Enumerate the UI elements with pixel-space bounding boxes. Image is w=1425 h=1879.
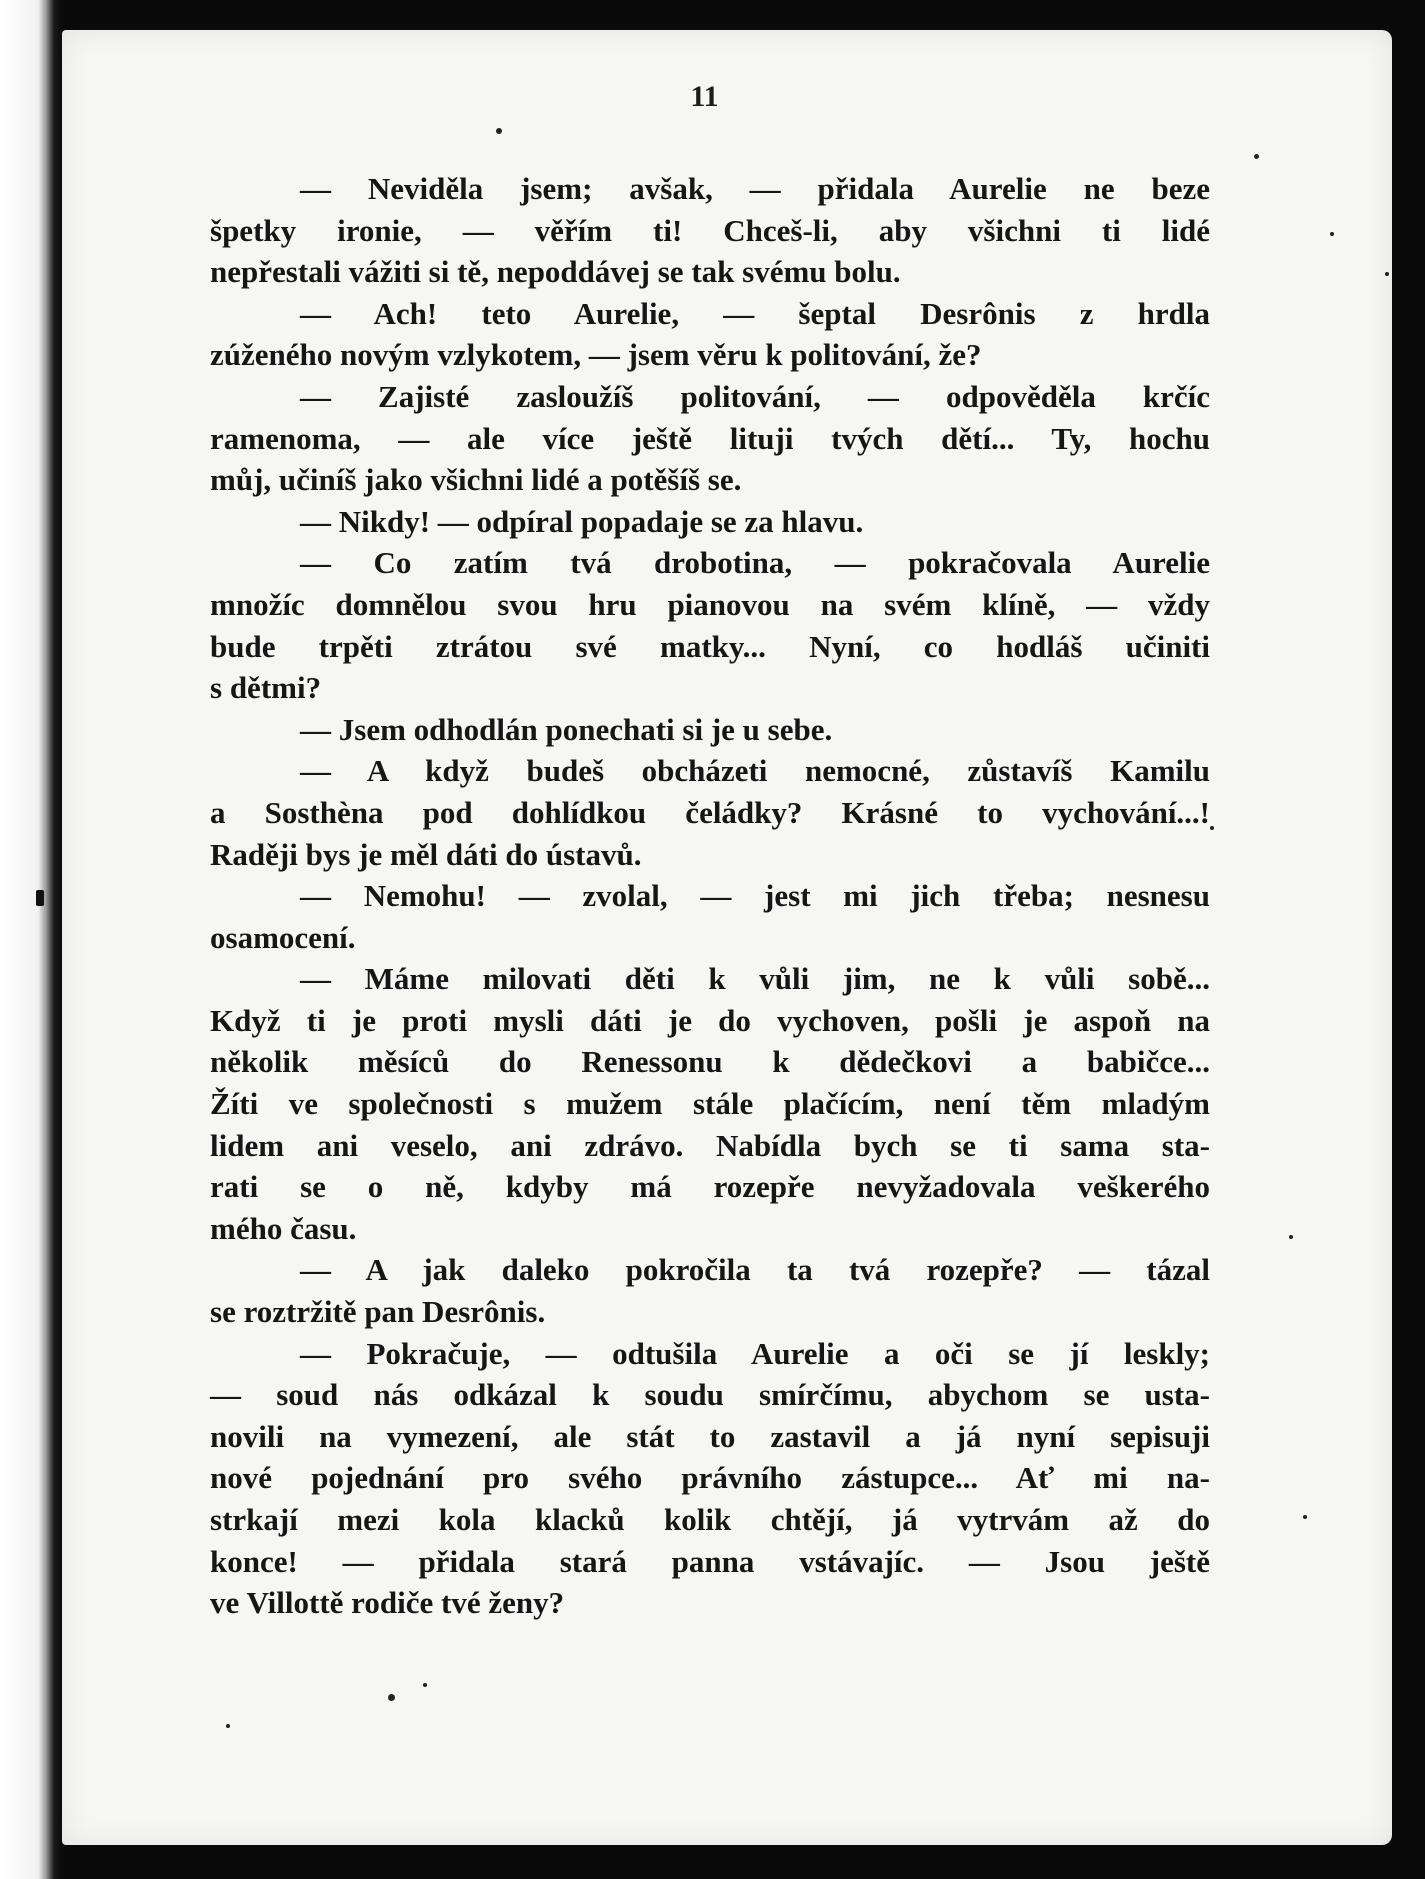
text-line: — A když budeš obcházeti nemocné, zůstavíš Kamilu	[300, 753, 1210, 789]
text-line: — Máme milovati děti k vůli jim, ne k vůli sobě...	[300, 961, 1210, 997]
text-line: nepřestali vážiti si tě, nepoddávej se tak svému bolu.	[210, 254, 901, 290]
scan-speck	[388, 1694, 395, 1701]
text-line: — soud nás odkázal k soudu smírčímu, abychom se usta-	[210, 1377, 1210, 1413]
text-line: novili na vymezení, ale stát to zastavil a já nyní sepisuji	[210, 1418, 1210, 1454]
text-line: ve Villottě rodiče tvé ženy?	[210, 1585, 565, 1621]
text-line: špetky ironie, — věřím ti! Chceš-li, aby všichni ti lidé	[210, 212, 1210, 248]
text-line: několik měsíců do Renessonu k dědečkovi a babičce...	[210, 1044, 1210, 1080]
text-line: — Co zatím tvá drobotina, — pokračovala Aurelie	[300, 545, 1210, 581]
text-line: konce! — přidala stará panna vstávajíc. — Jsou ještě	[210, 1543, 1210, 1579]
text-line: Raději bys je měl dáti do ústavů.	[210, 836, 642, 872]
text-line: se roztržitě pan Desrônis.	[210, 1294, 546, 1330]
text-line: nové pojednání pro svého právního zástupce... Ať mi na-	[210, 1460, 1210, 1496]
text-line: a Sosthèna pod dohlídkou čeládky? Krásné to vychování...!	[210, 794, 1210, 830]
scan-speck	[1210, 826, 1214, 830]
scan-speck	[1330, 232, 1334, 236]
text-line: s dětmi?	[210, 670, 322, 706]
text-line: — Zajisté zasloužíš politování, — odpověděla krčíc	[300, 378, 1210, 414]
text-line: — Nemohu! — zvolal, — jest mi jich třeba; nesnesu	[300, 878, 1210, 914]
page-number: 11	[690, 80, 719, 113]
text-line: — Ach! teto Aurelie, — šeptal Desrônis z hrdla	[300, 295, 1210, 331]
text-line: lidem ani veselo, ani zdrávo. Nabídla bych se ti sama sta-	[210, 1127, 1210, 1163]
text-line: bude trpěti ztrátou své matky... Nyní, co hodláš učiniti	[210, 628, 1210, 664]
text-line: osamocení.	[210, 919, 356, 955]
text-line: — Jsem odhodlán ponechati si je u sebe.	[300, 711, 833, 747]
text-line: rati se o ně, kdyby má rozepře nevyžadovala veškerého	[210, 1169, 1210, 1205]
text-line: — Nikdy! — odpíral popadaje se za hlavu.	[300, 503, 864, 539]
book-spine-shadow	[0, 0, 62, 1879]
scan-speck	[36, 890, 44, 906]
scan-speck	[1289, 1235, 1293, 1239]
text-line: množíc domnělou svou hru pianovou na svém klíně, — vždy	[210, 586, 1210, 622]
text-line: — Pokračuje, — odtušila Aurelie a oči se jí leskly;	[300, 1335, 1210, 1371]
text-line: ramenoma, — ale více ještě lituji tvých dětí... Ty, hochu	[210, 420, 1210, 456]
text-line: mého času.	[210, 1210, 357, 1246]
scan-speck	[1254, 154, 1259, 159]
scan-speck	[1385, 272, 1389, 276]
text-line: zúženého novým vzlykotem, — jsem věru k politování, že?	[210, 337, 982, 373]
scan-speck	[423, 1683, 427, 1687]
text-line: strkají mezi kola klacků kolik chtějí, já vytrvám až do	[210, 1502, 1210, 1537]
scan-speck	[226, 1724, 230, 1728]
text-line: — A jak daleko pokročila ta tvá rozepře? — tázal	[300, 1252, 1210, 1288]
text-line: — Neviděla jsem; avšak, — přidala Aurelie ne beze	[300, 171, 1210, 206]
text-line: Když ti je proti mysli dáti je do vychoven, pošli je aspoň na	[210, 1002, 1210, 1038]
text-line: Žíti ve společnosti s mužem stále plačícím, není těm mladým	[210, 1086, 1210, 1122]
scan-speck	[496, 128, 502, 134]
body-text	[210, 168, 1210, 1624]
scan-speck	[1303, 1515, 1307, 1519]
text-line: můj, učiníš jako všichni lidé a potěšíš se.	[210, 462, 742, 498]
